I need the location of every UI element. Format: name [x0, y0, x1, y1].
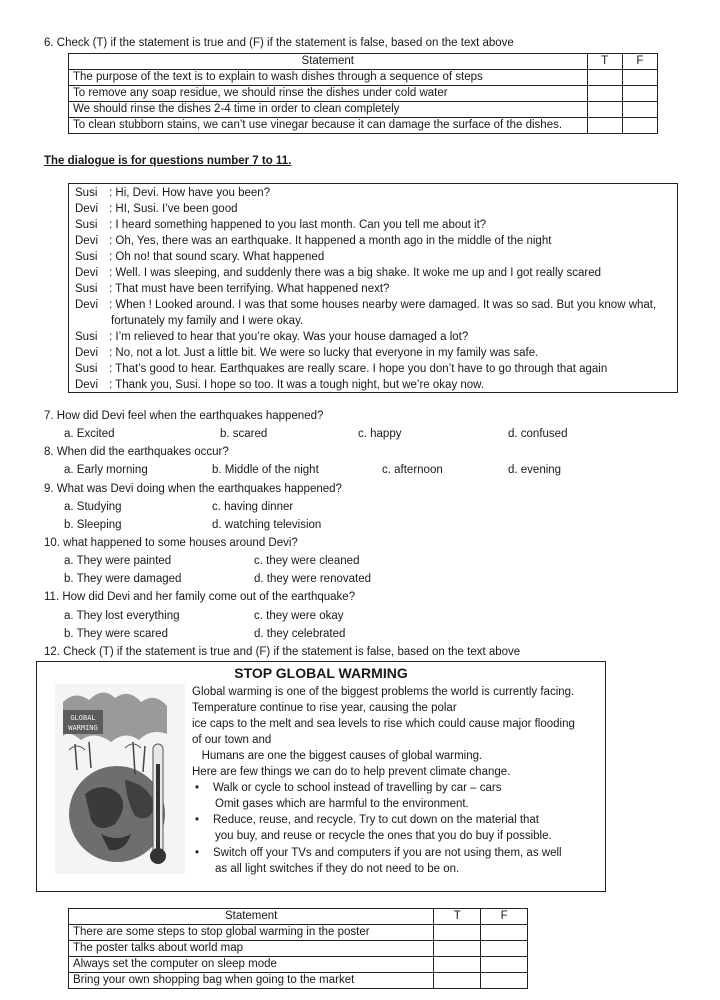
poster-bullet-line: Switch off your TVs and computers if you are not using them, as well [213, 847, 562, 859]
q6-statement: We should rinse the dishes 2-4 time in order to clean completely [69, 102, 588, 118]
q11-stem: 11. How did Devi and her family come out of the earthquake? [44, 591, 356, 603]
dialogue-line [75, 202, 238, 217]
q7-option-b[interactable]: b. scared [220, 428, 268, 440]
utterance: : No, not a lot. Just a little bit. We were so lucky that everyone in my family was safe. [109, 347, 539, 359]
poster-paragraph-line: Here are few things we can do to help prevent climate change. [192, 766, 511, 778]
utterance: : I’m relieved to hear that you’re okay. Was your house damaged a lot? [109, 331, 469, 343]
bullet-icon: • [195, 782, 200, 794]
utterance: : Oh, Yes, there was an earthquake. It happened a month ago in the middle of the night [109, 235, 552, 247]
q6-header-statement: Statement [69, 54, 588, 70]
q12-row [69, 957, 528, 973]
utterance: : When ! Looked around. I was that some houses nearby were damaged. It was so sad. But you know what, [109, 299, 657, 311]
q12-table [68, 908, 528, 989]
q12-true-cell[interactable] [434, 925, 481, 941]
dialogue-line [75, 282, 389, 297]
q12-false-cell[interactable] [481, 957, 528, 973]
q6-header-t: T [587, 54, 622, 70]
poster-paragraph-line: of our town and [192, 734, 272, 746]
q12-true-cell[interactable] [434, 973, 481, 989]
speaker: Devi [75, 299, 99, 311]
q12-true-cell[interactable] [434, 957, 481, 973]
poster-paragraph-line: Temperature continue to rise year, causing the polar [192, 702, 457, 714]
q6-statement: The purpose of the text is to explain to wash dishes through a sequence of steps [69, 70, 588, 86]
q6-true-cell[interactable] [587, 102, 622, 118]
q6-row [69, 118, 658, 134]
q12-row [69, 941, 528, 957]
dialogue-line [75, 330, 468, 345]
poster-paragraph-line: Humans are one the biggest causes of global warming. [192, 750, 483, 762]
speaker: Susi [75, 219, 98, 231]
utterance: : Thank you, Susi. I hope so too. It was a tough night, but we’re okay now. [109, 379, 485, 391]
speaker: Devi [75, 379, 99, 391]
q6-false-cell[interactable] [622, 118, 657, 134]
q10-option-d[interactable]: d. they were renovated [254, 573, 371, 585]
poster-bullet-line: Walk or cycle to school instead of travelling by car – cars [213, 782, 502, 794]
q6-true-cell[interactable] [587, 118, 622, 134]
q12-header-statement: Statement [69, 909, 434, 925]
q12-stem: 12. Check (T) if the statement is true and (F) if the statement is false, based on the text above [44, 646, 521, 658]
q10-stem: 10. what happened to some houses around Devi? [44, 537, 298, 549]
q12-true-cell[interactable] [434, 941, 481, 957]
speaker: Susi [75, 363, 98, 375]
q12-row [69, 925, 528, 941]
q6-row [69, 86, 658, 102]
q8-option-b[interactable]: b. Middle of the night [212, 464, 319, 476]
image-label-line1: GLOBAL [70, 714, 96, 722]
q8-stem: 8. When did the earthquakes occur? [44, 446, 229, 458]
q7-stem: 7. How did Devi feel when the earthquakes happened? [44, 410, 324, 422]
q12-header-f: F [481, 909, 528, 925]
q12-row [69, 973, 528, 989]
q6-header-f: F [622, 54, 657, 70]
q11-option-a[interactable]: a. They lost everything [64, 610, 180, 622]
dialogue-line [75, 250, 324, 265]
q6-row [69, 102, 658, 118]
poster [36, 661, 606, 892]
q9-option-d[interactable]: d. watching television [212, 519, 322, 531]
q12-statement: Bring your own shopping bag when going to the market [69, 973, 434, 989]
poster-title: STOP GLOBAL WARMING [234, 665, 408, 681]
q6-true-cell[interactable] [587, 70, 622, 86]
speaker: Susi [75, 251, 98, 263]
utterance: : Hi, Devi. How have you been? [109, 187, 271, 199]
q12-statement: There are some steps to stop global warming in the poster [69, 925, 434, 941]
bullet-icon: • [195, 847, 200, 859]
dialogue-heading: The dialogue is for questions number 7 to 11. [44, 155, 292, 167]
q11-option-c[interactable]: c. they were okay [254, 610, 344, 622]
utterance: : HI, Susi. I’ve been good [109, 203, 238, 215]
dialogue-line [75, 218, 486, 233]
q10-option-b[interactable]: b. They were damaged [64, 573, 182, 585]
bullet-icon: • [195, 814, 200, 826]
utterance: : That must have been terrifying. What happened next? [109, 283, 390, 295]
poster-paragraph-line: ice caps to the melt and sea levels to rise which could cause major flooding [192, 718, 575, 730]
dialogue-line [75, 378, 484, 393]
q10-option-c[interactable]: c. they were cleaned [254, 555, 360, 567]
utterance: : Well. I was sleeping, and suddenly there was a big shake. It woke me up and I got really scared [109, 267, 602, 279]
q12-false-cell[interactable] [481, 941, 528, 957]
poster-paragraph-line: Global warming is one of the biggest problems the world is currently facing. [192, 686, 575, 698]
poster-bullet-line: Omit gases which are harmful to the environment. [215, 798, 469, 810]
dialogue-line [75, 362, 607, 377]
q11-option-d[interactable]: d. they celebrated [254, 628, 346, 640]
q6-false-cell[interactable] [622, 86, 657, 102]
poster-bullet-line: you buy, and reuse or recycle the ones that you do buy if possible. [215, 830, 552, 842]
q12-false-cell[interactable] [481, 925, 528, 941]
dialogue-line [75, 186, 270, 201]
q10-option-a[interactable]: a. They were painted [64, 555, 172, 567]
q12-statement: Always set the computer on sleep mode [69, 957, 434, 973]
utterance: : Oh no! that sound scary. What happened [109, 251, 325, 263]
q6-true-cell[interactable] [587, 86, 622, 102]
dialogue-line [75, 234, 551, 249]
dialogue-line [75, 298, 656, 313]
dialogue-line [75, 346, 538, 361]
q9-option-a[interactable]: a. Studying [64, 501, 122, 513]
utterance: : I heard something happened to you last month. Can you tell me about it? [109, 219, 487, 231]
q8-option-d[interactable]: d. evening [508, 464, 562, 476]
q6-false-cell[interactable] [622, 102, 657, 118]
image-label-line2: WARMING [68, 724, 98, 732]
dialogue-line-continuation [111, 314, 303, 329]
q9-option-c[interactable]: c. having dinner [212, 501, 294, 513]
q9-option-b[interactable]: b. Sleeping [64, 519, 122, 531]
q11-option-b[interactable]: b. They were scared [64, 628, 168, 640]
speaker: Susi [75, 283, 98, 295]
q7-option-a[interactable]: a. Excited [64, 428, 115, 440]
q6-statement: To remove any soap residue, we should rinse the dishes under cold water [69, 86, 588, 102]
q6-instruction: 6. Check (T) if the statement is true and (F) if the statement is false, based on the text above [44, 37, 514, 49]
dialogue-line [75, 266, 601, 281]
speaker: Devi [75, 267, 99, 279]
speaker: Devi [75, 235, 99, 247]
speaker: Devi [75, 203, 99, 215]
global-warming-illustration [55, 684, 185, 874]
q7-option-d[interactable]: d. confused [508, 428, 568, 440]
dialogue-box [68, 183, 678, 393]
q9-stem: 9. What was Devi doing when the earthquakes happened? [44, 483, 342, 495]
speaker: Devi [75, 347, 99, 359]
poster-bullet-line: Reduce, reuse, and recycle. Try to cut down on the material that [213, 814, 540, 826]
q7-option-c[interactable]: c. happy [358, 428, 402, 440]
q6-row [69, 70, 658, 86]
q12-header-t: T [434, 909, 481, 925]
q8-option-a[interactable]: a. Early morning [64, 464, 148, 476]
q6-table [68, 53, 658, 134]
q12-false-cell[interactable] [481, 973, 528, 989]
q6-statement: To clean stubborn stains, we can’t use vinegar because it can damage the surface of the dishes. [69, 118, 588, 134]
speaker: Susi [75, 331, 98, 343]
utterance: : That’s good to hear. Earthquakes are really scare. I hope you don’t have to go through that again [109, 363, 608, 375]
q6-false-cell[interactable] [622, 70, 657, 86]
q12-statement: The poster talks about world map [69, 941, 434, 957]
q8-option-c[interactable]: c. afternoon [382, 464, 443, 476]
poster-bullet-line: as all light switches if they do not need to be on. [215, 863, 460, 875]
utterance: fortunately my family and I were okay. [111, 315, 304, 327]
speaker: Susi [75, 187, 98, 199]
